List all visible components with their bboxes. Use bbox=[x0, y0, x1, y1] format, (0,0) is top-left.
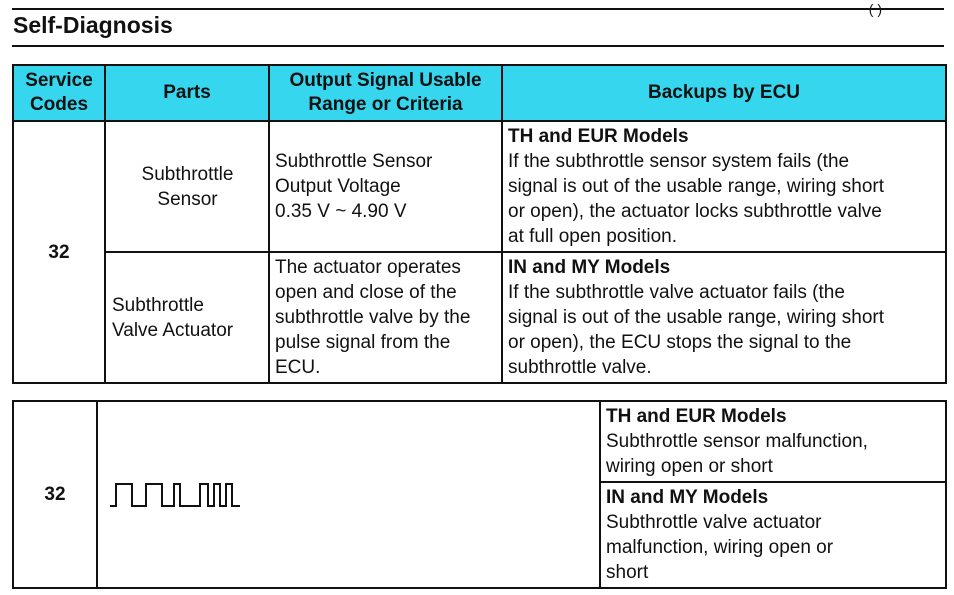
part-line: Valve Actuator bbox=[112, 319, 234, 341]
criteria-line: Output Voltage bbox=[275, 176, 401, 197]
part-cell bbox=[105, 121, 269, 252]
backup-cell bbox=[502, 121, 946, 252]
backup-line: signal is out of the usable range, wiring short bbox=[508, 176, 884, 197]
backup-line: If the subthrottle sensor system fails (the bbox=[508, 151, 850, 172]
malfunction-line: malfunction, wiring open or bbox=[606, 537, 834, 558]
top-rule bbox=[12, 1, 944, 17]
criteria-line: The actuator operates bbox=[275, 257, 461, 278]
header-parts: Parts bbox=[105, 65, 269, 121]
backup-line: subthrottle valve. bbox=[508, 357, 652, 378]
pulse-waveform-icon bbox=[110, 480, 350, 510]
table-row bbox=[13, 401, 946, 482]
table-row bbox=[13, 252, 946, 383]
table-header-row bbox=[13, 65, 946, 121]
backup-line: or open), the ECU stops the signal to the bbox=[508, 332, 852, 353]
self-diagnosis-table bbox=[12, 64, 947, 384]
corner-mark: ( ) bbox=[868, 1, 882, 17]
service-code-cell: 32 bbox=[13, 401, 97, 588]
criteria-line: subthrottle valve by the bbox=[275, 307, 471, 328]
waveform-cell bbox=[97, 401, 600, 588]
criteria-line: Subthrottle Sensor bbox=[275, 151, 433, 172]
table-row bbox=[13, 121, 946, 252]
backup-line: or open), the actuator locks subthrottle valve bbox=[508, 201, 882, 222]
criteria-cell bbox=[269, 252, 502, 383]
header-service-codes-label: Service Codes bbox=[25, 70, 93, 115]
part-label: Subthrottle Sensor bbox=[141, 163, 234, 210]
criteria-cell bbox=[269, 121, 502, 252]
header-backups: Backups by ECU bbox=[502, 65, 946, 121]
page-title: Self-Diagnosis bbox=[13, 12, 173, 38]
backup-line: signal is out of the usable range, wiring short bbox=[508, 307, 884, 328]
header-output-signal bbox=[269, 65, 502, 121]
malfunction-model-heading: TH and EUR Models bbox=[606, 406, 787, 427]
criteria-line: open and close of the bbox=[275, 282, 457, 303]
part-cell bbox=[105, 252, 269, 383]
malfunction-line: short bbox=[606, 562, 649, 583]
header-service-codes bbox=[13, 65, 105, 121]
malfunction-model-heading: IN and MY Models bbox=[606, 487, 769, 508]
malfunction-line: wiring open or short bbox=[606, 456, 773, 477]
malfunction-cell bbox=[600, 482, 946, 588]
header-output-signal-label: Output Signal Usable Range or Criteria bbox=[289, 70, 482, 115]
malfunction-cell bbox=[600, 401, 946, 482]
malfunction-line: Subthrottle sensor malfunction, bbox=[606, 431, 868, 452]
backup-model-heading: TH and EUR Models bbox=[508, 126, 689, 147]
backup-line: at full open position. bbox=[508, 226, 678, 247]
title-rule bbox=[12, 45, 944, 47]
backup-line: If the subthrottle valve actuator fails (the bbox=[508, 282, 845, 303]
criteria-line: pulse signal from the bbox=[275, 332, 451, 353]
service-code-cell: 32 bbox=[13, 121, 105, 383]
backup-model-heading: IN and MY Models bbox=[508, 257, 671, 278]
criteria-line: 0.35 V ~ 4.90 V bbox=[275, 201, 407, 222]
backup-cell bbox=[502, 252, 946, 383]
malfunction-table bbox=[12, 400, 947, 589]
criteria-line: ECU. bbox=[275, 357, 321, 378]
part-line: Subthrottle bbox=[112, 294, 204, 316]
malfunction-line: Subthrottle valve actuator bbox=[606, 512, 822, 533]
